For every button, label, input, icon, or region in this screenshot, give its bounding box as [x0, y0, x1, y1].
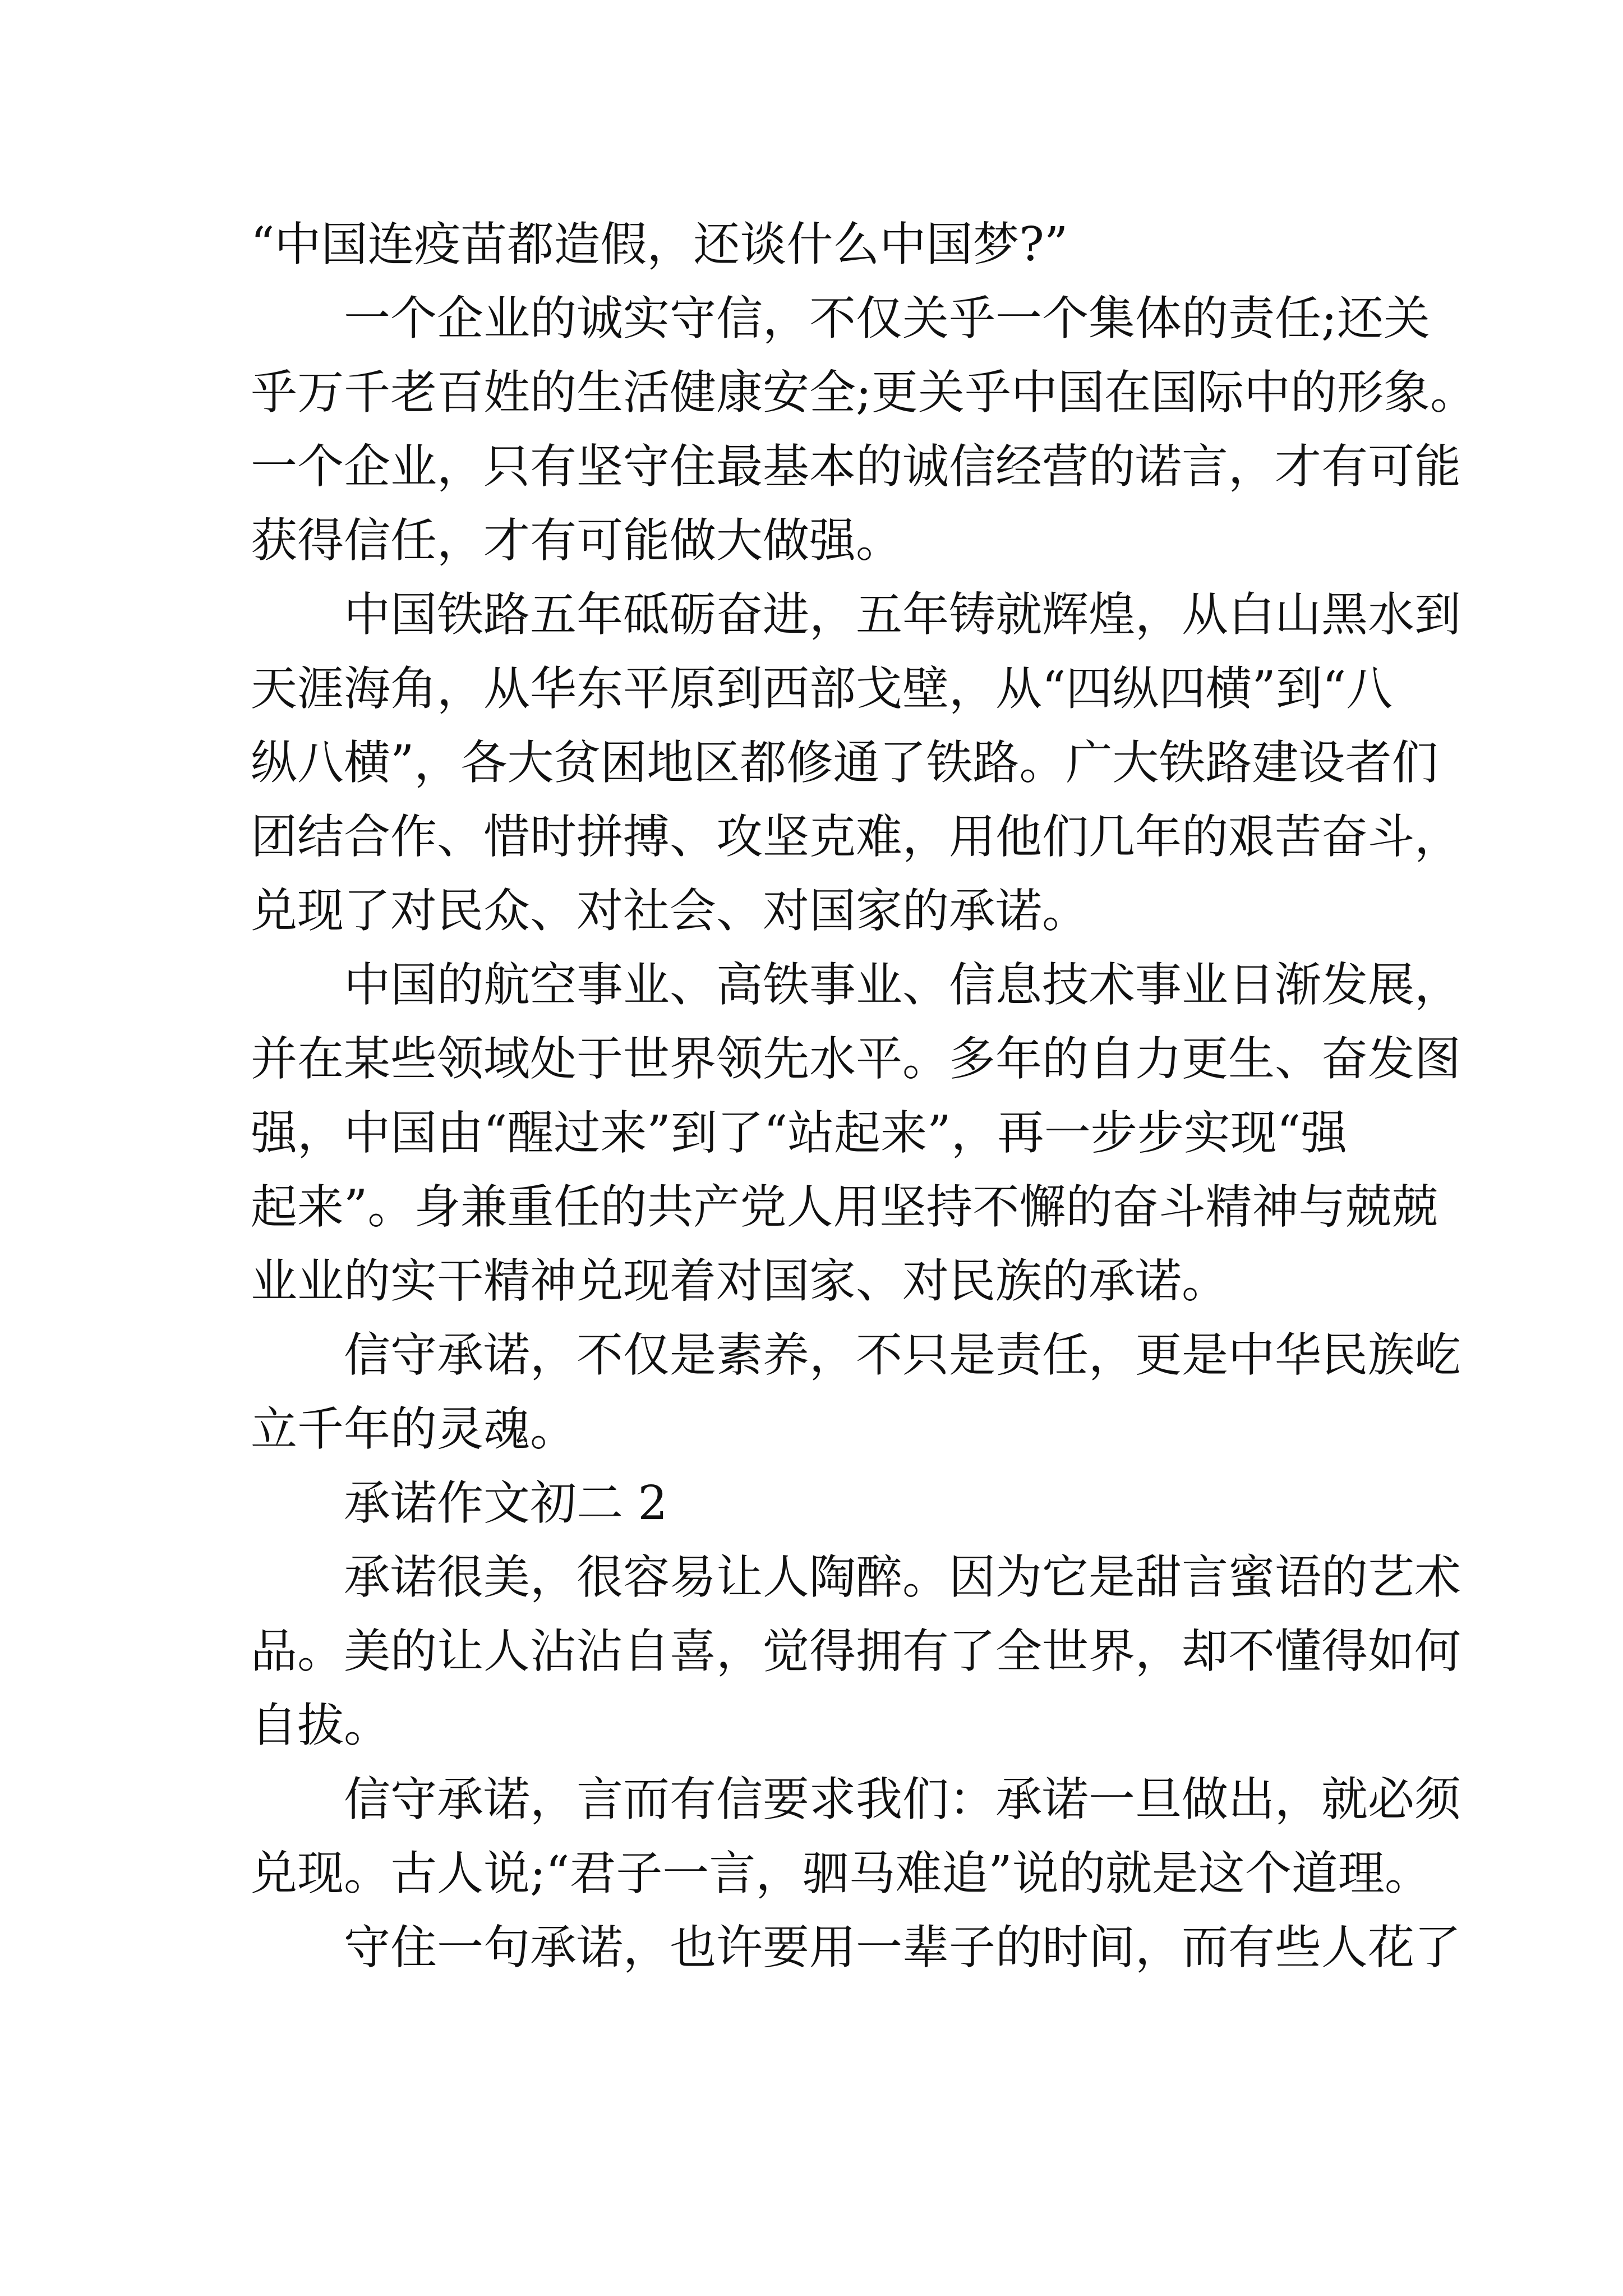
text-line: 信守承诺，言而有信要求我们：承诺一旦做出，就必须	[344, 1772, 1461, 1826]
text-line: 业业的实干精神兑现着对国家、对民族的承诺。	[251, 1254, 1228, 1308]
text-line: 中国的航空事业、高铁事业、信息技术事业日渐发展，	[344, 958, 1461, 1012]
text-line: 团结合作、惜时拼搏、攻坚克难，用他们几年的艰苦奋斗，	[251, 809, 1461, 864]
text-line: 承诺很美，很容易让人陶醉。因为它是甜言蜜语的艺术	[344, 1550, 1461, 1604]
text-line: 强，中国由“醒过来”到了“站起来”，再一步步实现“强	[251, 1106, 1348, 1160]
text-line: 获得信任，才有可能做大做强。	[251, 513, 902, 568]
text-line: 起来”。身兼重任的共产党人用坚持不懈的奋斗精神与兢兢	[251, 1180, 1438, 1234]
text-line: 兑现了对民众、对社会、对国家的承诺。	[251, 884, 1089, 938]
body-text	[251, 208, 1477, 1985]
text-line: 守住一句承诺，也许要用一辈子的时间，而有些人花了	[344, 1920, 1461, 1975]
section-heading: 承诺作文初二 2	[344, 1476, 668, 1530]
text-line: 立千年的灵魂。	[251, 1402, 577, 1456]
text-line: 兑现。古人说;“君子一言，驷马难追”说的就是这个道理。	[251, 1846, 1431, 1901]
text-line: 天涯海角，从华东平原到西部戈壁，从“四纵四横”到“八	[251, 661, 1393, 716]
text-line: 乎万千老百姓的生活健康安全;更关乎中国在国际中的形象。	[251, 365, 1477, 420]
text-line: 品。美的让人沾沾自喜，觉得拥有了全世界，却不懂得如何	[251, 1624, 1461, 1678]
text-line: 中国铁路五年砥砺奋进，五年铸就辉煌，从白山黑水到	[344, 587, 1461, 642]
text-line: 一个企业，只有坚守住最基本的诚信经营的诺言，才有可能	[251, 439, 1461, 494]
text-line: 自拔。	[251, 1698, 390, 1752]
text-line: 一个企业的诚实守信，不仅关乎一个集体的责任;还关	[344, 291, 1430, 346]
text-line: 信守承诺，不仅是素养，不只是责任，更是中华民族屹	[344, 1328, 1461, 1382]
text-line: 纵八横”，各大贫困地区都修通了铁路。广大铁路建设者们	[251, 735, 1438, 790]
text-line: “中国连疫苗都造假，还谈什么中国梦?”	[251, 217, 1068, 272]
text-line: 并在某些领域处于世界领先水平。多年的自力更生、奋发图	[251, 1032, 1461, 1086]
